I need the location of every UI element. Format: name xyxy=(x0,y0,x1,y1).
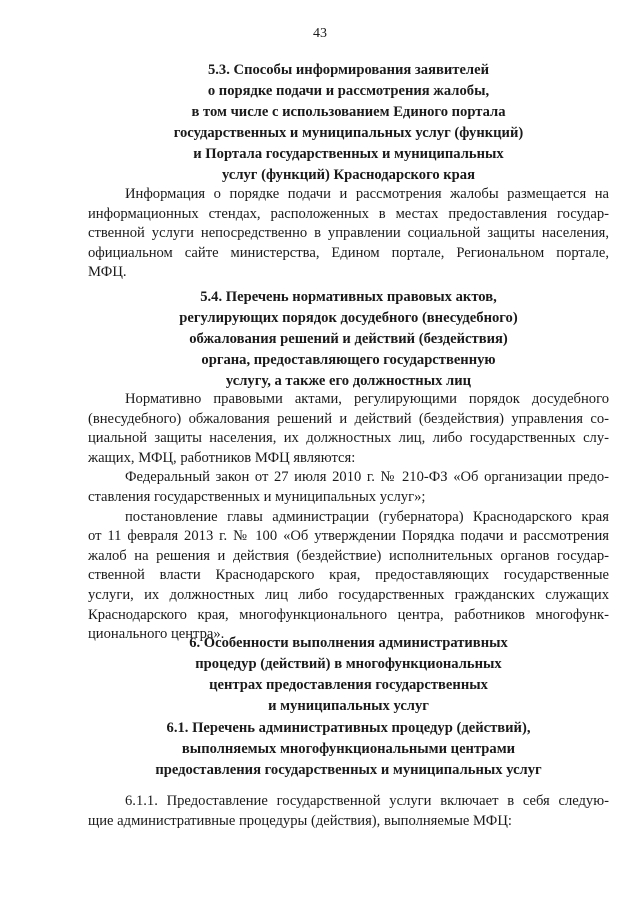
heading-line: предоставления государственных и муниципальных услуг xyxy=(155,762,542,778)
paragraph-line: услуги, их должностных лиц либо государственных гражданских служащих xyxy=(88,586,609,603)
heading-line: услуг (функций) Краснодарского края xyxy=(222,167,475,183)
heading-line: и муниципальных услуг xyxy=(268,698,429,714)
section-6-1-heading xyxy=(88,718,609,781)
heading-line: процедур (действий) в многофункциональных xyxy=(195,656,502,672)
heading-line: 6.1. Перечень административных процедур (действий), xyxy=(166,720,531,736)
paragraph-line: МФЦ. xyxy=(88,264,127,281)
section-5-4-heading xyxy=(88,287,609,392)
heading-line: обжалования решений и действий (бездействия) xyxy=(189,331,508,347)
paragraph-line: 6.1.1. Предоставление государственной услуги включает в себя следую- xyxy=(125,793,609,809)
heading-line: о порядке подачи и рассмотрения жалобы, xyxy=(207,83,490,99)
paragraph-line: жалоб на решения и действия (бездействие) исполнительных органов государ- xyxy=(88,547,609,564)
paragraph-line: ственной услуги непосредственно в управлении социальной защиты населения, xyxy=(88,225,609,242)
paragraph-line: ставления государственных и муниципальных услуг»; xyxy=(88,488,426,505)
heading-line: центрах предоставления государственных xyxy=(209,677,488,693)
paragraph-line: щие административные процедуры (действия), выполняемые МФЦ: xyxy=(88,812,512,829)
paragraph-line: от 11 февраля 2013 г. № 100 «Об утверждении Порядка подачи и рассмотрения xyxy=(88,528,609,545)
section-5-3-heading xyxy=(88,60,609,186)
heading-line: регулирующих порядок досудебного (внесудебного) xyxy=(179,310,518,326)
heading-line: 6. Особенности выполнения административных xyxy=(189,635,508,651)
paragraph-line: жащих, МФЦ, работников МФЦ являются: xyxy=(88,449,356,466)
paragraph-line: постановление главы администрации (губернатора) Краснодарского края xyxy=(125,508,609,525)
paragraph-line: Нормативно правовыми актами, регулирующими порядок досудебного xyxy=(125,391,609,407)
section-6-1-paragraph xyxy=(88,792,609,831)
heading-line: 5.3. Способы информирования заявителей xyxy=(207,62,489,78)
section-6-heading xyxy=(88,633,609,717)
heading-line: и Портала государственных и муниципальных xyxy=(193,146,504,162)
section-5-4-paragraph xyxy=(88,390,609,645)
paragraph-line: ственной власти Краснодарского края, предоставляющих государственные xyxy=(88,567,609,584)
paragraph-line: ционального центра». xyxy=(88,626,225,643)
paragraph-line: Федеральный закон от 27 июля 2010 г. № 210-ФЗ «Об организации предо- xyxy=(125,469,609,486)
heading-line: выполняемых многофункциональными центрами xyxy=(181,741,516,757)
heading-line: в том числе с использованием Единого портала xyxy=(191,104,506,120)
heading-line: органа, предоставляющего государственную xyxy=(201,352,496,368)
paragraph-line: официальном сайте министерства, Едином портале, Региональном портале, xyxy=(88,244,609,261)
paragraph-line: (внесудебного) обжалования решений и действий (бездействия) управления со- xyxy=(88,410,609,427)
heading-line: услугу, а также его должностных лиц xyxy=(225,373,472,389)
paragraph-line: информационных стендах, расположенных в местах предоставления государ- xyxy=(88,205,609,222)
section-5-3-paragraph xyxy=(88,185,609,283)
paragraph-line: Информация о порядке подачи и рассмотрения жалобы размещается на xyxy=(125,186,609,202)
page-number: 43 xyxy=(313,26,327,41)
paragraph-line: циальной защиты населения, их должностных лиц, либо государственных слу- xyxy=(88,430,609,447)
paragraph-line: Краснодарского края, многофункционального центра, работников многофунк- xyxy=(88,606,609,623)
heading-line: 5.4. Перечень нормативных правовых актов, xyxy=(200,289,497,305)
heading-line: государственных и муниципальных услуг (функций) xyxy=(173,125,524,141)
